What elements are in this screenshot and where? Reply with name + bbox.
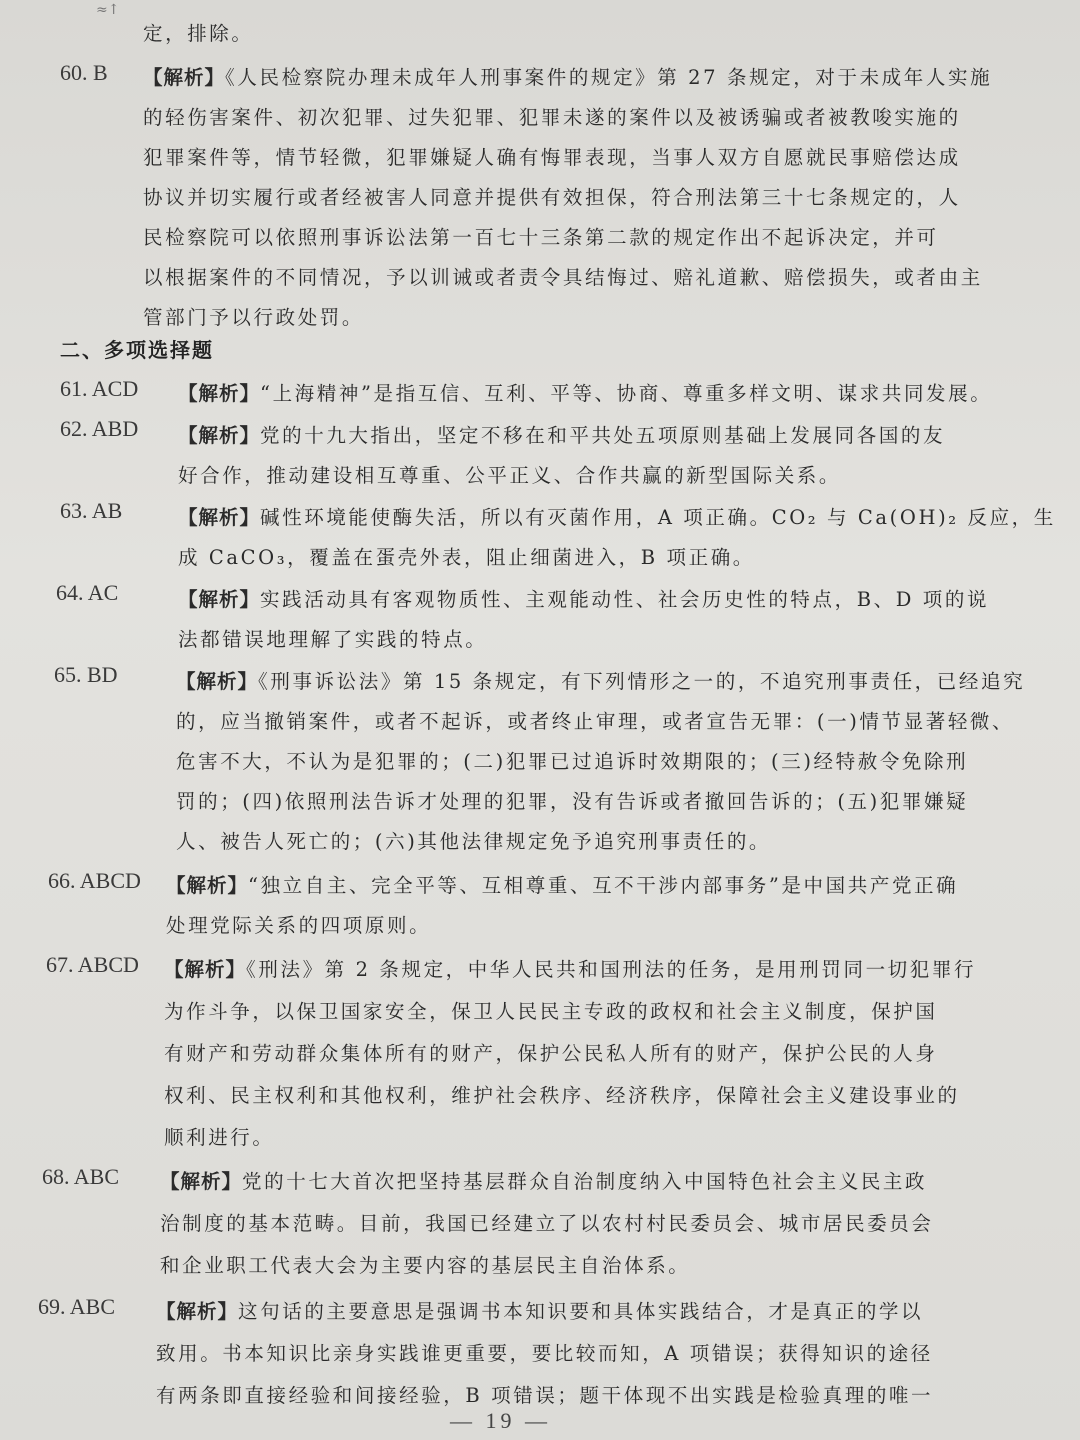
- answer-number: 65. BD: [54, 662, 118, 687]
- corner-mark: ≈↑: [96, 2, 120, 18]
- answer-line: 处理党际关系的四项原则。: [166, 914, 432, 937]
- answer-line: 【解析】“独立自主、完全平等、互相尊重、互不干涉内部事务”是中国共产党正确: [166, 874, 959, 897]
- answer-line: 为作斗争，以保卫国家安全，保卫人民民主专政的政权和社会主义制度，保护国: [164, 1000, 938, 1023]
- answer-line: 法都错误地理解了实践的特点。: [178, 628, 488, 651]
- answer-line: 协议并切实履行或者经被害人同意并提供有效担保，符合刑法第三十七条规定的，人: [143, 186, 961, 209]
- answer-number: 66. ABCD: [48, 868, 141, 893]
- answer-line: 【解析】《刑事诉讼法》第 15 条规定，有下列情形之一的，不追究刑事责任，已经追究: [176, 670, 1026, 693]
- answer-line: 【解析】《刑法》第 2 条规定，中华人民共和国刑法的任务，是用刑罚同一切犯罪行: [164, 958, 977, 981]
- answer-line: 【解析】“上海精神”是指互信、互利、平等、协商、尊重多样文明、谋求共同发展。: [178, 382, 993, 405]
- answer-line: 致用。书本知识比亲身实践谁更重要，要比较而知，A 项错误；获得知识的途径: [156, 1342, 933, 1365]
- answer-number: 60. B: [60, 60, 108, 85]
- answer-line: 以根据案件的不同情况，予以训诫或者责令具结悔过、赔礼道歉、赔偿损失，或者由主: [143, 266, 983, 289]
- answer-line: 有财产和劳动群众集体所有的财产，保护公民私人所有的财产，保护公民的人身: [164, 1042, 938, 1065]
- answer-line: 【解析】这句话的主要意思是强调书本知识要和具体实践结合，才是真正的学以: [156, 1300, 924, 1323]
- answer-line: 犯罪案件等，情节轻微，犯罪嫌疑人确有悔罪表现，当事人双方自愿就民事赔偿达成: [143, 146, 961, 169]
- answer-line: 【解析】实践活动具有客观物质性、主观能动性、社会历史性的特点，B、D 项的说: [178, 588, 990, 611]
- answer-line: 【解析】党的十九大指出，坚定不移在和平共处五项原则基础上发展同各国的友: [178, 424, 946, 447]
- answer-line: 好合作，推动建设相互尊重、公平正义、合作共赢的新型国际关系。: [178, 464, 842, 487]
- answer-line: 治制度的基本范畴。目前，我国已经建立了以农村村民委员会、城市居民委员会: [160, 1212, 934, 1235]
- answer-line: 罚的；(四)依照刑法告诉才处理的犯罪，没有告诉或者撤回告诉的；(五)犯罪嫌疑: [176, 790, 969, 813]
- answer-line: 权利、民主权利和其他权利，维护社会秩序、经济秩序，保障社会主义建设事业的: [164, 1084, 960, 1107]
- answer-line: 危害不大，不认为是犯罪的；(二)犯罪已过追诉时效期限的；(三)经特赦令免除刑: [176, 750, 969, 773]
- answer-number: 62. ABD: [60, 416, 139, 441]
- answer-number: 63. AB: [60, 498, 123, 523]
- answer-line: 人、被告人死亡的；(六)其他法律规定免予追究刑事责任的。: [176, 830, 772, 853]
- answer-line: 和企业职工代表大会为主要内容的基层民主自治体系。: [160, 1254, 691, 1277]
- answer-number: 64. AC: [56, 580, 119, 605]
- answer-line: 成 CaCO₃，覆盖在蛋壳外表，阻止细菌进入，B 项正确。: [178, 546, 755, 569]
- answer-line: 民检察院可以依照刑事诉讼法第一百七十三条第二款的规定作出不起诉决定，并可: [143, 226, 939, 249]
- answer-line: 【解析】碱性环境能使酶失活，所以有灭菌作用，A 项正确。CO₂ 与 Ca(OH)₂ 反应，生: [178, 506, 1056, 529]
- continued-text: 定，排除。: [143, 22, 254, 45]
- answer-number: 67. ABCD: [46, 952, 139, 977]
- answer-line: 管部门予以行政处罚。: [143, 306, 365, 329]
- answer-number: 61. ACD: [60, 376, 139, 401]
- answer-line: 的，应当撤销案件，或者不起诉，或者终止审理，或者宣告无罪：(一)情节显著轻微、: [176, 710, 1015, 733]
- answer-line: 的轻伤害案件、初次犯罪、过失犯罪、犯罪未遂的案件以及被诱骗或者被教唆实施的: [143, 106, 961, 129]
- answer-line: 【解析】《人民检察院办理未成年人刑事案件的规定》第 27 条规定，对于未成年人实施: [143, 66, 993, 89]
- answer-line: 【解析】党的十七大首次把坚持基层群众自治制度纳入中国特色社会主义民主政: [160, 1170, 928, 1193]
- page-number: — 19 —: [450, 1408, 551, 1433]
- section-heading: 二、多项选择题: [60, 338, 214, 362]
- answer-number: 68. ABC: [42, 1164, 120, 1189]
- answer-line: 有两条即直接经验和间接经验，B 项错误；题干体现不出实践是检验真理的唯一: [156, 1384, 934, 1407]
- analysis-tag: 【解析】: [143, 66, 226, 89]
- answer-line: 顺利进行。: [164, 1126, 275, 1149]
- answer-number: 69. ABC: [38, 1294, 116, 1319]
